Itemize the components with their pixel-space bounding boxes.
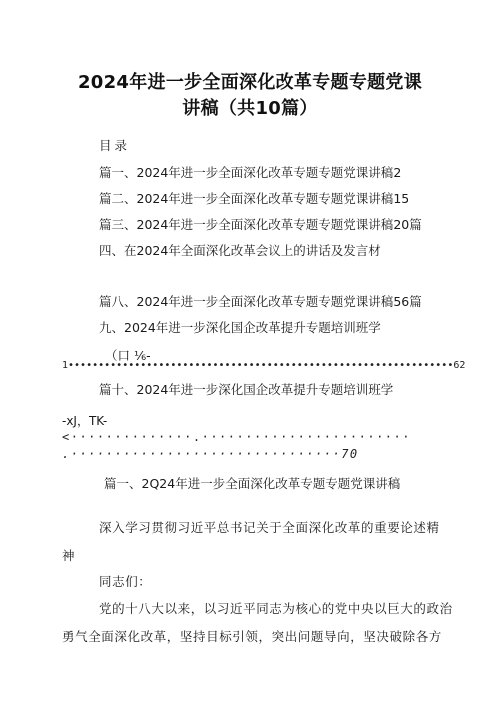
toc-item-3: 篇三、2024年进一步全面深化改革专题专题党课讲稿20篇 bbox=[99, 217, 422, 232]
body-paragraph-line-1: 党的十八大以来，以习近平同志为核心的党中央以巨大的政治 bbox=[99, 601, 453, 616]
ocr-fragment-1: （口 ⅙- bbox=[105, 348, 151, 363]
ocr-fragment-2: -xJ，TK- bbox=[62, 414, 108, 428]
toc-dotted-leader-2: <··············.························ bbox=[62, 430, 411, 444]
toc-item-8: 篇八、2024年进一步全面深化改革专题专题党课讲稿56篇 bbox=[99, 294, 422, 309]
toc-dotted-leader-1: 1••••••••••••••••••••••••••••••••••••••••••••••••••••••••••••••••62 bbox=[62, 360, 466, 371]
body-heading-line-2: 神 bbox=[62, 548, 76, 563]
body-heading-line-1: 深入学习贯彻习近平总书记关于全面深化改革的重要论述精 bbox=[99, 520, 440, 535]
section-heading: 篇一、2Q24年进一步全面深化改革专题专题党课讲稿 bbox=[104, 476, 401, 491]
toc-dotted-leader-3: .·······························70 bbox=[62, 447, 359, 461]
salutation: 同志们： bbox=[99, 574, 152, 589]
body-paragraph-line-2: 勇气全面深化改革，坚持目标引领，突出问题导向，坚决破除各方 bbox=[62, 629, 442, 644]
toc-item-2: 篇二、2024年进一步全面深化改革专题专题党课讲稿15 bbox=[99, 191, 410, 206]
document-title-line-2: 讲稿（共10篇） bbox=[182, 98, 318, 119]
toc-item-10: 篇十、2024年进一步深化国企改革提升专题培训班学 bbox=[99, 382, 394, 397]
toc-item-4: 四、在2024年全面深化改革会议上的讲话及发言材 bbox=[99, 243, 381, 258]
toc-heading: 目录 bbox=[99, 138, 131, 153]
document-title-line-1: 2024年进一步全面深化改革专题专题党课 bbox=[77, 72, 423, 93]
toc-item-9: 九、2024年进一步深化国企改革提升专题培训班学 bbox=[99, 320, 381, 335]
toc-item-1: 篇一、2024年进一步全面深化改革专题专题党课讲稿2 bbox=[99, 165, 402, 180]
